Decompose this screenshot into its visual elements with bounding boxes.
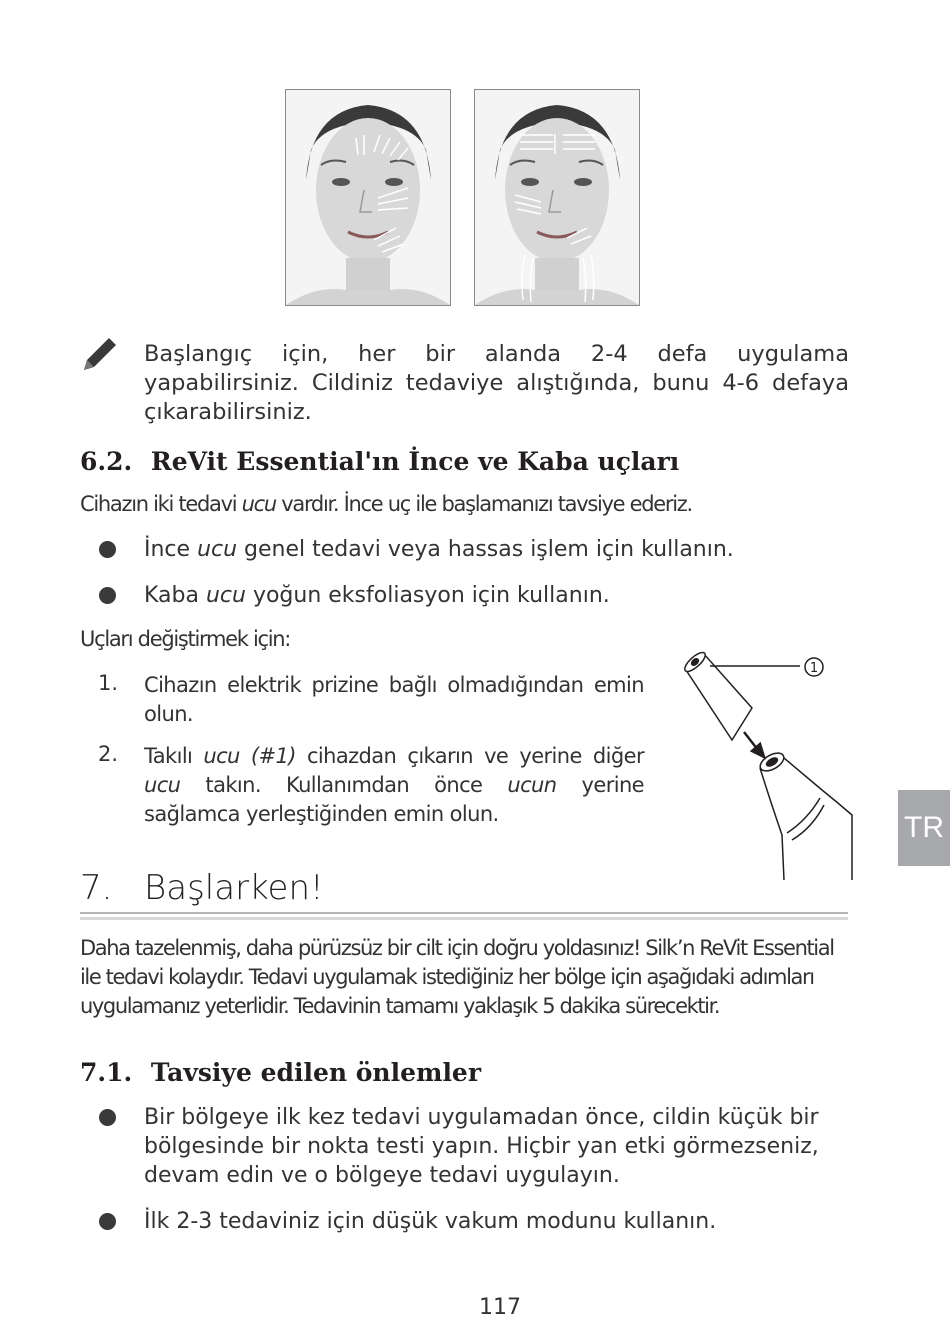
divider [80, 917, 848, 920]
step-text: Cihazın elektrik prizine bağlı olmadığından emin olun. [144, 673, 644, 726]
list-item: İlk 2-3 tedaviniz için düşük vakum modunu kullanın. [144, 1209, 717, 1234]
face-illustration-left [285, 89, 451, 306]
divider [80, 912, 848, 914]
bullet-marker [99, 1213, 116, 1230]
section-6-2-heading [80, 447, 679, 476]
section-title: Başlarken! [144, 868, 324, 908]
language-tab: TR [898, 790, 950, 866]
list-item: Bir bölgeye ilk kez tedavi uygulamadan önce, cildin küçük bir bölgesinde bir nokta testi yapın. Hiçbir yan etki görmezseniz, devam edin ve o bölgeye tedavi uygulayın. [144, 1105, 819, 1188]
section-title: Tavsiye edilen önlemler [150, 1058, 482, 1087]
section-number: 7. [80, 868, 113, 908]
step-number: 2. [98, 742, 119, 766]
section-number: 6.2. [80, 447, 133, 476]
bullet-marker [99, 541, 116, 558]
step-text: Takılı ucu (#1) cihazdan çıkarın ve yerine diğer ucu takın. Kullanımdan önce ucun yerine sağlamca yerleştiğinden emin olun. [144, 744, 644, 826]
section-7-1-heading [80, 1058, 481, 1087]
section-6-2-intro: Cihazın iki tedavi ucu vardır. İnce uç ile başlamanızı tavsiye ederiz. [80, 492, 692, 516]
change-tips-label: Uçları değiştirmek için: [80, 627, 291, 651]
list-item: İnce ucu genel tedavi veya hassas işlem için kullanın. [144, 537, 734, 562]
face-illustration-right [474, 89, 640, 306]
pencil-icon [78, 334, 120, 376]
list-item: Kaba ucu yoğun eksfoliasyon için kullanın. [144, 583, 610, 608]
bullet-marker [99, 587, 116, 604]
device-tip-diagram [672, 640, 862, 880]
step-number: 1. [98, 671, 119, 695]
section-7-heading [80, 868, 324, 908]
section-number: 7.1. [80, 1058, 133, 1087]
note-text: Başlangıç için, her bir alanda 2-4 defa uygulama yapabilirsiniz. Cildiniz tedaviye alıştığında, bunu 4-6 defaya çıkarabilirsiniz. [144, 341, 849, 425]
page-number: 117 [479, 1295, 521, 1320]
section-7-paragraph: Daha tazelenmiş, daha pürüzsüz bir cilt için doğru yoldasınız! Silk’n ReVit Essential ile tedavi kolaydır. Tedavi uygulamak istediğiniz her bölge için aşağıdaki adımları uygulamanız yeterlidir. Tedavinin tamamı yaklaşık 5 dakika sürecektir. [80, 936, 834, 1018]
diagram-callout-label: 1 [809, 661, 819, 676]
section-title: ReVit Essential'ın İnce ve Kaba uçları [150, 447, 680, 476]
bullet-marker [99, 1109, 116, 1126]
